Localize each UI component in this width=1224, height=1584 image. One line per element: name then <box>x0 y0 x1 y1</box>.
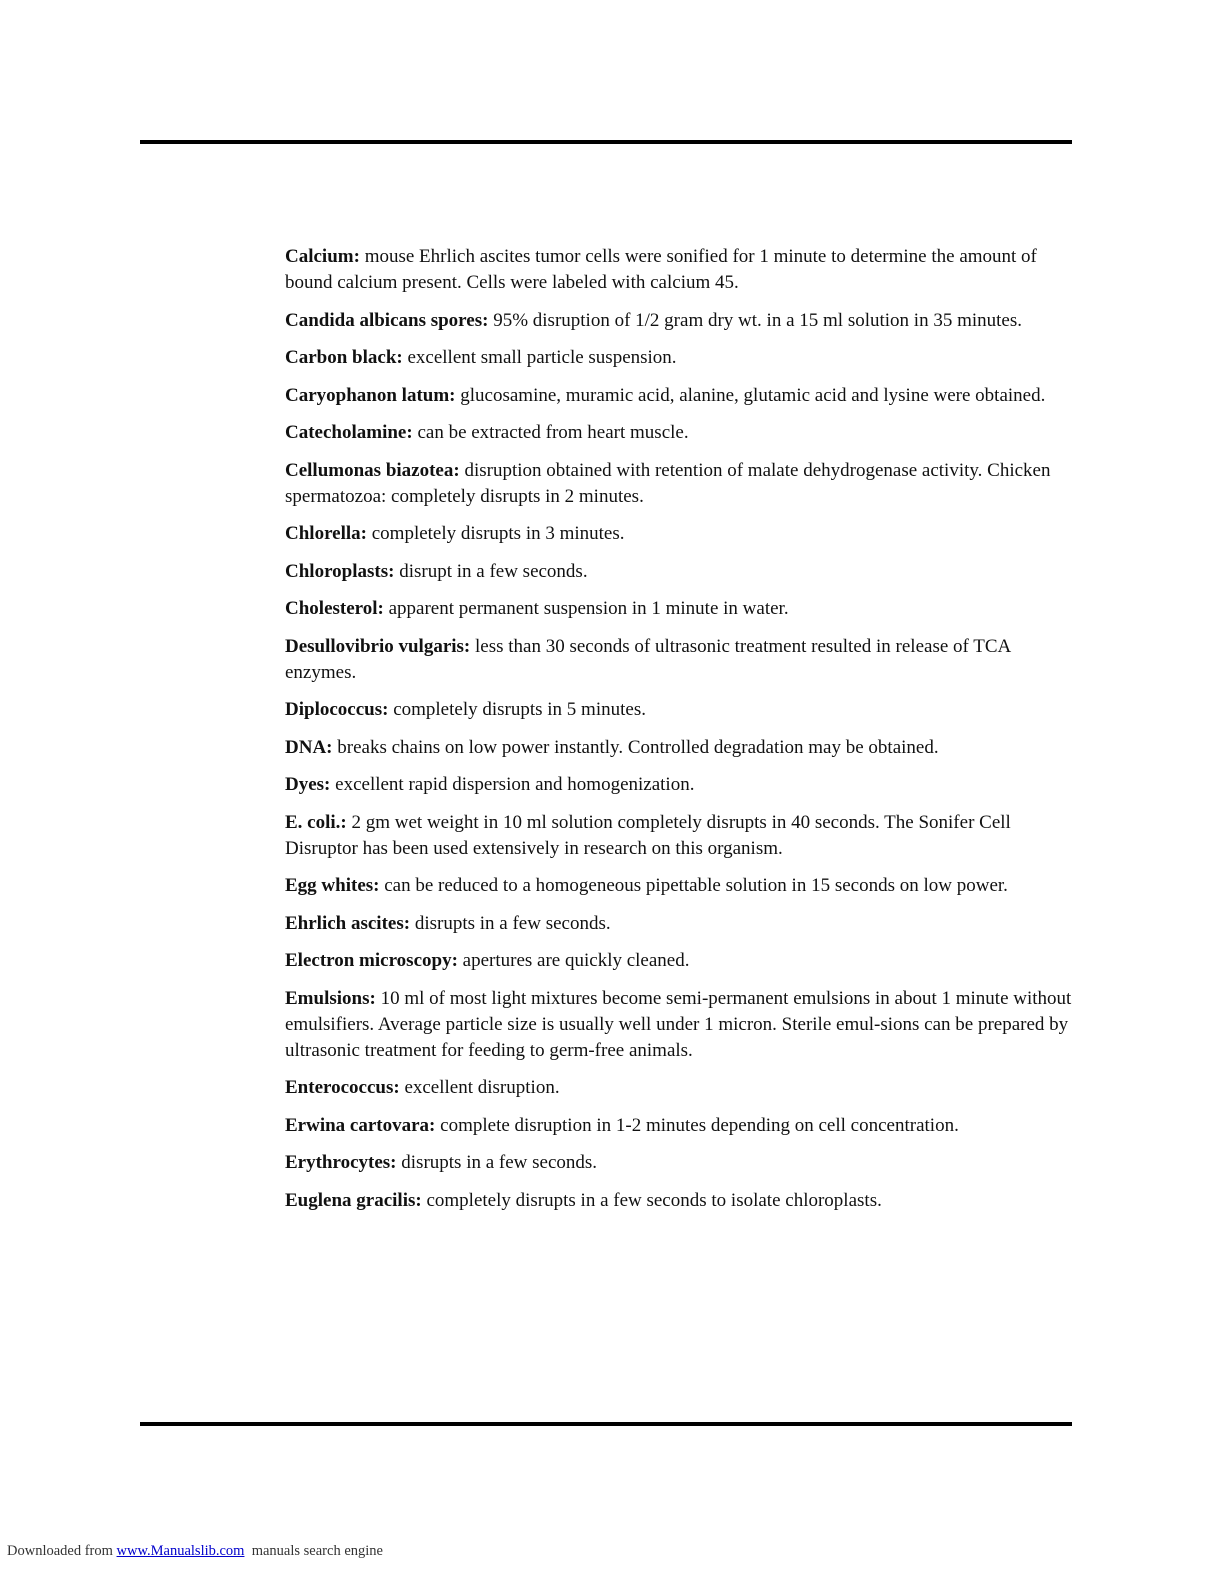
entry-text: breaks chains on low power instantly. Controlled degradation may be obtained. <box>332 736 939 758</box>
entry-ehrlich-ascites <box>285 911 1075 937</box>
entry-euglena-gracilis <box>285 1188 1075 1214</box>
entry-caryophanon-latum <box>285 383 1075 409</box>
entry-text: apparent permanent suspension in 1 minute in water. <box>383 598 789 619</box>
entry-dyes <box>285 772 1075 798</box>
entry-text: excellent rapid dispersion and homogenization. <box>330 774 695 795</box>
entry-emulsions <box>285 986 1075 1064</box>
entry-candida-albicans-spores <box>285 308 1075 334</box>
entry-term: Ehrlich ascites: <box>285 912 411 934</box>
entry-carbon-black <box>285 345 1075 371</box>
entry-text: 2 gm wet weight in 10 ml solution completely disrupts in 40 seconds. The Sonifer Cell Disruptor has been used extensively in research on this organism. <box>285 811 1011 859</box>
entry-term: Euglena gracilis: <box>285 1189 422 1211</box>
entry-term: Desullovibrio vulgaris: <box>285 635 471 657</box>
manualslib-link[interactable]: www.Manualslib.com <box>116 1543 245 1559</box>
entry-term: Diplococcus: <box>285 699 389 720</box>
footer-prefix: Downloaded from <box>7 1543 117 1559</box>
entry-term: Cellumonas biazotea: <box>285 459 460 481</box>
entry-text: disrupt in a few seconds. <box>394 560 588 582</box>
entry-list <box>285 244 1075 1225</box>
entry-term: Candida albicans spores: <box>285 309 489 331</box>
entry-text: complete disruption in 1-2 minutes depending on cell concentration. <box>435 1114 959 1136</box>
entry-text: 10 ml of most light mixtures become semi-permanent emulsions in about 1 minute without emulsifiers. Average particle size is usually well under 1 micron. Sterile emul-sions can be prepared by ultrasonic treatment for feeding to germ-free animals. <box>285 987 1072 1061</box>
entry-chloroplasts <box>285 559 1075 585</box>
entry-text: disrupts in a few seconds. <box>410 912 611 934</box>
bottom-rule <box>140 1422 1072 1426</box>
entry-text: completely disrupts in 5 minutes. <box>388 699 646 720</box>
entry-term: Carbon black: <box>285 347 403 368</box>
entry-text: mouse Ehrlich ascites tumor cells were sonified for 1 minute to determine the amount of bound calcium present. Cells were labeled with calcium 45. <box>285 246 1037 293</box>
entry-term: Erwina cartovara: <box>285 1114 436 1136</box>
entry-diplococcus <box>285 697 1075 723</box>
entry-text: disruption obtained with retention of malate dehydrogenase activity. Chicken spermatozoa: completely disrupts in 2 minutes. <box>285 459 1051 507</box>
entry-text: less than 30 seconds of ultrasonic treatment resulted in release of TCA enzymes. <box>285 635 1011 683</box>
entry-chlorella <box>285 521 1075 547</box>
entry-calcium <box>285 244 1075 296</box>
entry-erwina-cartovara <box>285 1113 1075 1139</box>
entry-term: Cholesterol: <box>285 598 384 619</box>
entry-term: Emulsions: <box>285 987 376 1009</box>
entry-term: Dyes: <box>285 774 331 795</box>
entry-term: DNA: <box>285 736 333 758</box>
entry-erythrocytes <box>285 1150 1075 1176</box>
entry-text: completely disrupts in 3 minutes. <box>366 523 625 544</box>
entry-text: glucosamine, muramic acid, alanine, glutamic acid and lysine were obtained. <box>455 384 1046 406</box>
entry-text: completely disrupts in a few seconds to isolate chloroplasts. <box>421 1189 882 1211</box>
entry-text: can be reduced to a homogeneous pipettable solution in 15 seconds on low power. <box>379 875 1008 896</box>
entry-dna <box>285 735 1075 761</box>
entry-desullovibrio-vulgaris <box>285 634 1075 686</box>
top-rule <box>140 140 1072 144</box>
entry-e-coli <box>285 810 1075 862</box>
entry-text: disrupts in a few seconds. <box>396 1152 598 1173</box>
footer-suffix: manuals search engine <box>244 1543 383 1559</box>
entry-term: Erythrocytes: <box>285 1152 397 1173</box>
entry-term: Caryophanon latum: <box>285 384 456 406</box>
entry-enterococcus <box>285 1075 1075 1101</box>
entry-term: Enterococcus: <box>285 1077 400 1098</box>
download-footer <box>7 1542 383 1560</box>
entry-egg-whites <box>285 873 1075 899</box>
entry-text: 95% disruption of 1/2 gram dry wt. in a 15 ml solution in 35 minutes. <box>488 309 1022 331</box>
entry-catecholamine <box>285 420 1075 446</box>
entry-term: Catecholamine: <box>285 422 413 443</box>
entry-term: Chloroplasts: <box>285 560 395 582</box>
entry-term: Chlorella: <box>285 523 367 544</box>
entry-cellumonas-biazotea <box>285 458 1075 510</box>
entry-cholesterol <box>285 596 1075 622</box>
entry-text: apertures are quickly cleaned. <box>457 950 690 971</box>
entry-text: excellent disruption. <box>399 1077 560 1098</box>
entry-text: excellent small particle suspension. <box>402 347 677 368</box>
entry-electron-microscopy <box>285 948 1075 974</box>
entry-text: can be extracted from heart muscle. <box>412 422 689 443</box>
entry-term: Electron microscopy: <box>285 950 458 971</box>
entry-term: Egg whites: <box>285 875 380 896</box>
entry-term: Calcium: <box>285 246 360 267</box>
entry-term: E. coli.: <box>285 811 347 833</box>
